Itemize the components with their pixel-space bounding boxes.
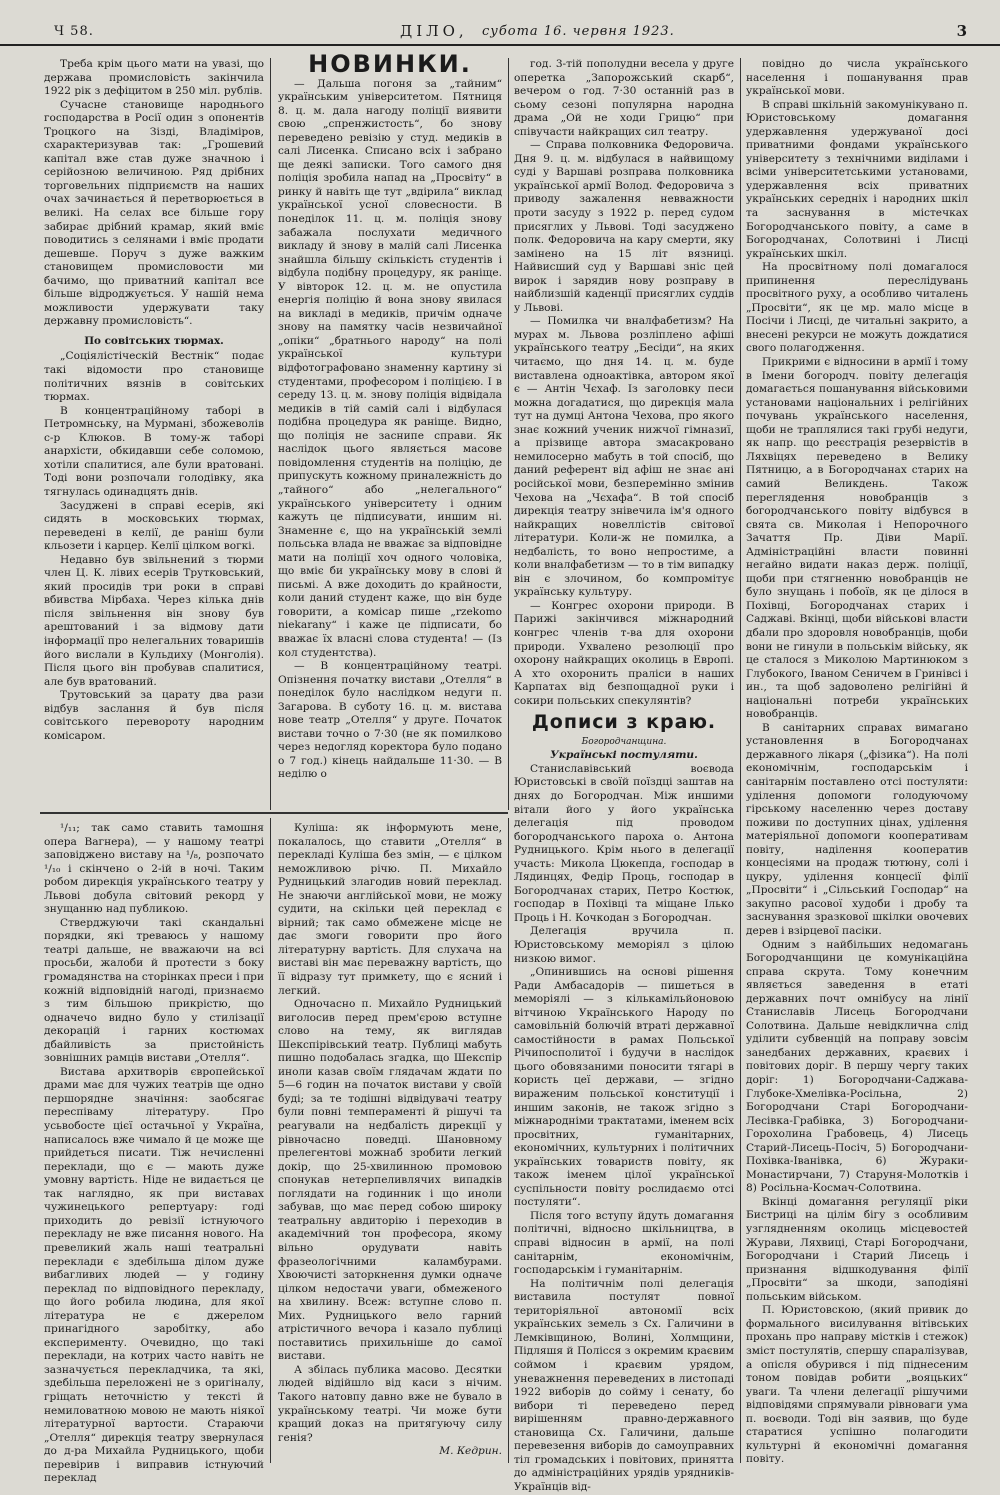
article-paragraph: Недавно був звільнений з тюрми член Ц. К. лівих есерів Трутковський, який просидів три роки в справі вбивства Мірбаха. Через кілька днів після звільнення він знову був арештований і за відмову дати інформації про нелегальних товаришів його вислали в Кульдиху (Монголія). Після цього він пробував спалитися, але був вратований. xyxy=(44,553,264,688)
column-2 xyxy=(278,50,502,808)
page-number: 3 xyxy=(956,22,968,40)
column-rule xyxy=(508,818,509,1463)
section-subhead: Українські постуляти. xyxy=(550,749,698,762)
article-paragraph: „Опинившись на основі рішення Ради Амбасадорів — пишеться в меморіялі — з кількамільйоновою вітчиною Українського Народу по самовільній болючій втраті державної самостійности в рамах Польської Річипосполитої і будучи в наслідок цього обовязаними поносити тягарі в користь цеї держави, — згідно вираженим польської конституції і иншим законів, не також згідно з міжнародніми трактатами, іменем всіх просвітних, гуманітарних, економічних, культурних і політичних українських товариств повіту, як також іменем цілої української суспільности повіту рослидаємо отсі постуляти“. xyxy=(514,966,734,1209)
news-headline: НОВИНКИ. xyxy=(308,50,472,78)
news-item: — Помилка чи вналфабетизм? На мурах м. Львова розліплено афіші українського театру „Бесіди“, на яких читаємо, що дня 14. ц. м. буде виставлена одноактівка, автором якої є — Антін Чєхаф. Із заголовку песи можна догадатися, що дирекція мала тут на думці Антона Чехова, про якого знає кожний ученик нижчої гімназиї, а прізвище автора змасакровано немилосерно мабуть в той спосіб, що даний референт від афіш не знає ані російської мови, безперемінно змінив Чехова на „Чєхафа“. В той спосіб дирекція театру знівечила ім'я одного найкращих новеллістів світової літератури. Коли-ж не помилка, а недбалість, то воно непростиме, а коли вналфабетизм — то в тім випадку він є злочином, бо компромітує українську культуру. xyxy=(514,315,734,599)
section-subhead: По совітських тюрмах. xyxy=(84,334,224,347)
review-paragraph: А збілась публика масово. Десятки людей відійшло від каси з нічим. Такого натовпу давно вже не бувало в українському театрі. Чи може бути кращий доказ на притягуючу силу генія? xyxy=(278,1363,502,1444)
issue-date: субота 16. червня 1923. xyxy=(482,24,675,39)
article-paragraph: повідно до числа українського населення і пошанування прав української мови. xyxy=(746,58,968,98)
news-item: — В концентраційному театрі. Опізнення початку вистави „Отелля“ в понеділок було наслідком недуги п. Загарова. В суботу 16. ц. м. вистава нове театр „Отелля“ у друге. Початок вистави точно о 7·30 (не як помилково через недогляд коректора було подано о 7 год.) кінець найдальше 11·30. — В неділю о xyxy=(278,660,502,781)
article-paragraph: Трутовський за царату два рази відбув заслання й був після совітського перевороту народним комісаром. xyxy=(44,689,264,742)
article-paragraph: Станиславівський воєвода Юристовські в своїй поїздці заштав на днях до Богородчан. Між иншими вітали його у його українська делегація під проводом богородчанського пароха о. Антона Рудницького. Крім нього в делегації участь: Микола Цюкепда, господар в Лядинцях, Федір Проць, господар в Богородчанах старих, Петро Костюк, господар в Похівці та міщане Ілько Проць і Н. Кочкодан з Богородчан. xyxy=(514,762,734,924)
news-item: год. 3-тій пополудни весела у друге оперетка „Запорожський скарб“, вечером о год. 7·30 останній раз в сьому сезоні популярна народна драма „Ой не ходи Грицю“ при співучасти найкращих сил театру. xyxy=(514,58,734,138)
issue-number: Ч 58. xyxy=(54,24,94,39)
article-paragraph: В санітарних справах вимагано установлення в Богородчанах державного лікаря („фізика“). На полі економічнім, господарськім і санітарнім поставлено отсі постуляти: уділення допомоги голодуючому гірському населенню через доставу поживи по доступних цінах, уділення матеріяльної допомоги кооперативам повіту, наділення кооператив концесіями на продаж тютюну, солі і цукру, уділення концесії філії „Просвіти“ і „Сільський Господар“ на закупно расової худоби і дробу та заснування зразкової шкілки овочевих дерев і взірцевої пасіки. xyxy=(746,721,968,937)
column-rule xyxy=(740,58,741,1463)
column-2-bottom xyxy=(278,822,502,1462)
article-paragraph: На просвітному полі домагалося припинення переслідувань просвітного руху, а особливо читалень „Просвіти“, як це мр. мало місце в Посічи і Лисці, де читальні закрито, а внесені рекурси не можуть дождатися свого полагодження. xyxy=(746,261,968,355)
article-paragraph: На політичнім полі делегація виставила постулят повної територіяльної автономії всіх українських земель з Сх. Галичини в Лемківщиною, Волині, Холмщини, Підляшя й Полісся з окремим краєвим соймом і краєвим урядом, уневажнення переведених в листопаді 1922 виборів до сойму і сенату, бо вибори ті переведено перед вирішенням правно-державного становища Сх. Галичини, дальше перевезення виборів до самоуправних тіл громадських і повітових, принятта до адміністраційних урядів урядників-Українців від- xyxy=(514,1277,734,1493)
news-item: — Конгрес охорони природи. В Парижі закінчився міжнародний конгрес членів т-ва для охорони природи. Ухвалено резолюції про охорону найкращих околиць в Европі. А хто охоронить праліси в наших Карпатах від безпощадної руки і сокири польських спекулянтів? xyxy=(514,599,734,707)
news-item: — Справа полковника Федоровича. Дня 9. ц. м. відбулася в найвищому суді у Варшаві розправа полковника української армії Волод. Федоровича з приводу зажалення невважности проти засуду з 1922 р. перед судом присяглих у Львові. Тоді засуджено полк. Федоровича на кару смерти, яку замінено на 15 літ вязниці. Найвисший суд у Варшаві зніс цей вирок і зарядив нову розправу в найблизшій каденції присяглих суддів у Львові. xyxy=(514,139,734,314)
review-paragraph: Стверджуючи такі скандальні порядки, які треваюсь у нашому театрі дальше, не вважаючи на всі просьби, жалоби й протести з боку громадянства на сторінках преси і при кожній відповідній нагоді, признаємо з тим більшою прикрістю, що одначечо видно було у стилізації декорацій і гарних костюмах дбайливість за пристойність зовнішних рамців вистави „Отелля“. xyxy=(44,916,264,1065)
column-1 xyxy=(44,58,264,808)
column-1-bottom xyxy=(44,822,264,1485)
column-rule xyxy=(270,818,271,1463)
article-paragraph: Одним з найбільших недомагань Богородчанщини це комунікаційна справа скрута. Тому конечним являється заведення в етаті державних почт омнібусу на лінії Станиславів Лисець Богородчани Солотвина. Дальше невідклична слід уділити субвенцій на поправу зовсім занедбаних державних, краєвих і повітових доріг. В першу чергу таких доріг: 1) Богородчани-Саджава-Глубоке-Хмелівка-Росільна, 2) Богородчани Старі Богородчани-Лесівка-Грабівка, 3) Богородчани-Гороxолина Грабовець, 4) Лисець Старий-Лисець-Посіч, 5) Богородчани-Похівка-Іванівка, 6) Жураки-Монастирчани, 7) Старуня-Молотків і 8) Росільна-Космач-Солотвина. xyxy=(746,938,968,1195)
author-signature: М. Кедрин. xyxy=(439,1445,502,1458)
correspondence-headline: Дописи з краю. xyxy=(531,711,717,734)
article-paragraph: Треба крім цього мати на увазі, що держава промисловість закінчила 1922 рік з дефіцитом в 250 міл. рублів. xyxy=(44,58,264,98)
column-4 xyxy=(746,58,968,1466)
review-paragraph: Одночасно п. Михайло Рудницький виголосив перед прем'єрою вступне слово на тему, як виглядав Шекспірівський театр. Публиці мабуть пишно подобалась згадка, що Шекспір иноли казав своїм глядачам ждати по 5—6 годин на початок вистави у своїй буді; за те тодішні відвідувачі театру були повні темпераменті й рішучі та реагували на недбалість дирекції у рівночасно поведці. Шановному прелегентові можнаб зробити легкий докір, що 25-хвилинною промовою спонукав нетерпеливлячих випадків поглядати на годинник і що иноли забував, що має перед собою широку театральну авдиторію і переходив в академічний тон професора, якому вільно орудувати навіть фразеологічними каламбурами. Хвоючисті заторкнення думки одначе цілком недостачи уваги, обмеженого на хвилину. Всеж: вступне слово п. Мих. Рудницького вело гарний атрістичного вечора і казало публиці поставитись прихильніше до самої вистави. xyxy=(278,998,502,1363)
review-paragraph: Вистава архитворів європейської драми має для чужих театрів ще одно першорядне значіння: заобсягає переспіваму літературу. Про усьвобосте цієї остачьної у Україна, написалось вже чимало й це може ще прийдеться писати. Тіж нечисленні переклади, що є — мають дуже умовну вартість. Ніде не видається це так наглядно, як при виставах чужинецького репертуару: годі приходить до ревізії істнуючого перекладу не вже писання нового. На превеликий жаль наші театральні переклади є здебільша ділом дуже вибагливих людей — у годину переклад по відповідного перекладу, що його робила людина, для якої література не є джерелом принагідного заробітку, або експерименту. Очевидно, що такі переклади, на котрих часто навіть не зазначується перекладчика, та які, здебільша переложені не з оригіналу, гріщать неточністю у тексті й немиловатною мовою не мають ніякої літературної вартости. Стараючи „Отелля“ дирекція театру звернулася до д-ра Михайла Рудницького, щоби перевірив і виправив істнуючий переклад xyxy=(44,1065,264,1485)
column-rule xyxy=(508,58,509,810)
dateline: Богородчанщина. xyxy=(581,736,667,747)
review-paragraph: Куліша: як інформують мене, покалалось, що ставити „Отелля“ в перекладі Куліша без змін, — є цілком неможливою річю. П. Михайло Рудницький злагодив новий переклад. Не знаючи англійської мови, не можу судити, на скільки цей переклад є вірний; так само обмежене місце не дає змоги говорити про його літературну вартість. Для слухача на виставі він має переважну вартість, що її відразу тут примкету, що є ясний і легкий. xyxy=(278,822,502,997)
section-rule xyxy=(40,812,508,814)
article-paragraph: „Соціялістіческій Вестнік“ подає такі відомости про становище політичних вязнів в совітських тюрмах. xyxy=(44,350,264,404)
column-3 xyxy=(514,58,734,1493)
review-paragraph: ¹/₁₁; так само ставить тамошня опера Вагнера), — у нашому театрі заповіджено виставу на ¹/₈, розпочато ¹/₁₀ і скінчено о 2-ій в ночі. Таким робом дирекція українського театру у Львові добула світовий рекорд у знущанню над публикою. xyxy=(44,822,264,916)
article-paragraph: Засуджені в справі есерів, які сидять в московських тюрмах, переведені в келії, де раніш були кльозети і карцер. Келії цілком вогкі. xyxy=(44,499,264,553)
column-rule xyxy=(270,58,271,810)
article-paragraph: Після того вступу йдуть домагання політичні, відносно шкільництва, в справі відносин в армії, на полі санітарнім, економічнім, господарськім і гуманітарнім. xyxy=(514,1209,734,1277)
article-paragraph: В справі шкільній закомунікувано п. Юристовському домагання удержавлення удержуваної досі приватними фондами українського університету з технічними виділами і всіми університетськими установами, удержавлення всіх приватних українських середніх і народних шкіл та заснування в містечках Богородчанського повіту, а саме в Богородчанах, Солотвині і Лисці українських шкіл. xyxy=(746,98,968,260)
masthead: ДІЛО, xyxy=(400,22,468,40)
article-paragraph: Вкінці домагання регуляції ріки Бистриці на цілім бігу з особливим узглядненням околиць місцевостей Журави, Ляхвиці, Старі Богородчани, Богородчани і Старий Лисець і признання відшкодування філії „Просвіти“ за шкоди, заподіяні польським військом. xyxy=(746,1195,968,1303)
article-paragraph: В концентраційному таборі в Петромнську, на Мурмані, збожеволів с-р Клюков. В тому-ж таборі анархісти, обкидавши себе соломою, хотіли спалитися, але були вратовані. Тоді вони розпочали голодівку, яка тягнулась одинадцять днів. xyxy=(44,404,264,498)
article-paragraph: П. Юристовскою, (який привик до формального висилування вітівських прохань про направу містків і стежок) зміст постулятів, спершу спаралізував, а опісля обурився і під піднесеним тоном повідав робити „вояцьких“ уваги. Та члени делегації рішучими відповідями спрямували рівноваги ума п. воєводи. Тоді він заявив, що буде старатися успішно полагодити культурні й економічні домагання повіту. xyxy=(746,1304,968,1466)
running-head xyxy=(0,14,1000,46)
news-item: — Дальша погоня за „тайним“ українським університетом. Пятниця 8. ц. м. дала нагоду поліції виявити свою „спренжистость“, бо знову переведено ревізію у студ. медиків в салі Лисенка. Списано всіх і забрано ще деякі записки. Того самого дня поліція зробила напад на „Просвіту“ в ринку й навіть ще тут „вдірила“ виклад української усної словесности. В понеділок 11. ц. м. поліція знову забажала послухати медичного викладу й знову в малій салі Лисенка знайшла більшу скількість студентів і відбула подібну процедуру, як раніще. У вівторок 12. ц. м. не опустила енергія поліцію й вона знову явилася на викладі в медиків, причім одначе знову на памятку часів незвичайної „опіки“ „братнього народу“ на полі української культури відфотографовано знаменну картину зі студентами, професором і поліцією. І в середу 13. ц. м. знову поліція відвідала медиків в тій самій салі і відбулася подібна процедура як раніще. Видно, що поліція не заснипе справи. Як наслідок цього являється масове повідомлення студентів на поліцію, де припускуть кожному приналежність до „тайного“ або „нелегального“ українського університету і одним кажуть це підписувати, иншим ні. Знаменне є, що на українській землі польська влада не вважає за відповідне мати на поліції хоч одного чоловіка, що вміє би українську мову в слові й письмі. А вже доходить до крайности, коли даний студент каже, що він буде говорити, а комісар пише „rzekomo niekarany“ і каже це підписати, бо вважає їх власні слова студента! — (Із кол студентства). xyxy=(278,77,502,659)
article-paragraph: Прикрими є відносини в армії і тому в Імени богородч. повіту делегація домагається пошанування військовими установами національних і релігійних почувань українського населення, щоби не траплялися такі грубі недуги, як напр. що реєстрація резервістів в Ляхвіцях переведено в Велику Пятницю, а в Богородчанах старих на самий Великдень. Також переглядення новобранців з богородчанського повіту відбувся в свята св. Миколая і Непорочного Зачаття Пр. Діви Марії. Адміністраційні власти повинні негайно видати наказ держ. поліції, щоби при стягненню новобранців не було знущань і побоїв, як це ділося в Похівці, Богородчанах старих і Саджаві. Вкінці, щоби військові власти дбали про здоровля новобранців, щоби вони не гинули в польськім війську, як це сталося з Миколою Мартинюком з Глубокого, Іваном Сеничем в Гринівсі і ин., та щоб задоволено релігійні й національні потреби українських новобранців. xyxy=(746,356,968,721)
article-paragraph: Сучасне становище народнього господарства в Росії один з опонентів Троцкого на Зізді, Владіміров, схарактеризував так: „Грошевий капітал вже став дуже значною і серійозною величиною. Ряд дрібних торговельних підприємств на наших очах зачинається й перетворюється в великі. На селах все більше гору забирає дрібний крамар, який вміє поводитись з селянами і вміє продати дешевше. Поруч з дуже важким становищем промисловости ми бачимо, що приватний капітал все більше відроджується. У нашій нема можливости удержувати таку державну промисловість“. xyxy=(44,98,264,328)
article-paragraph: Делегація вручила п. Юристовському меморіял з цілою низкою вимог. xyxy=(514,925,734,965)
